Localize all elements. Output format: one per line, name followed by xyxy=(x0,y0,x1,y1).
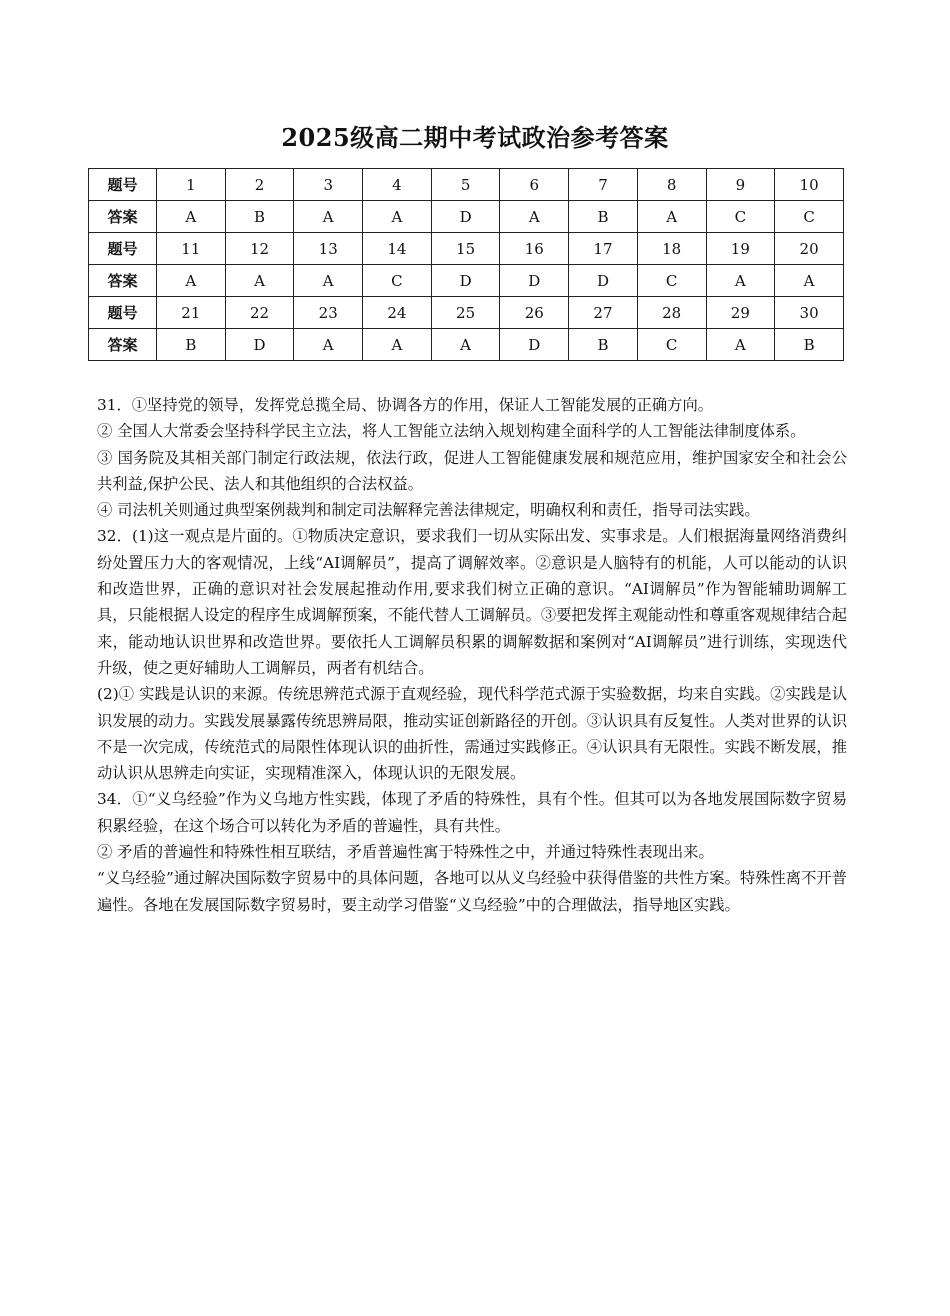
table-cell: D xyxy=(500,265,569,297)
table-cell: 29 xyxy=(706,297,775,329)
table-cell: A xyxy=(431,329,500,361)
table-row xyxy=(89,297,844,329)
table-cell: A xyxy=(294,329,363,361)
table-cell: A xyxy=(157,201,226,233)
answer-31-4: ④ 司法机关则通过典型案例裁判和制定司法解释完善法律规定，明确权利和责任，指导司法实践。 xyxy=(97,501,760,520)
table-cell: 18 xyxy=(637,233,706,265)
table-cell: B xyxy=(569,329,638,361)
table-cell: B xyxy=(775,329,844,361)
table-row xyxy=(89,233,844,265)
table-cell: B xyxy=(569,201,638,233)
table-cell: 1 xyxy=(157,169,226,201)
table-cell: C xyxy=(637,265,706,297)
table-cell: 8 xyxy=(637,169,706,201)
row-label: 答案 xyxy=(89,265,157,297)
answer-32-2: (2)① 实践是认识的来源。传统思辨范式源于直观经验，现代科学范式源于实验数据，均来自实践。②实践是认识发展的动力。实践发展暴露传统思辨局限，推动实证创新路径的开创。③认识具有反复性。人类对世界的认识不是一次完成，传统范式的局限性体现认识的曲折性，需通过实践修正。④认识具有无限性。实践不断发展，推动认识从思辨走向实证，实现精准深入，体现认识的无限发展。 xyxy=(97,685,847,783)
table-cell: D xyxy=(431,201,500,233)
table-row xyxy=(89,201,844,233)
table-row xyxy=(89,265,844,297)
table-cell: 27 xyxy=(569,297,638,329)
table-cell: D xyxy=(225,329,294,361)
row-label: 答案 xyxy=(89,201,157,233)
table-cell: D xyxy=(431,265,500,297)
table-cell: D xyxy=(569,265,638,297)
table-cell: C xyxy=(637,329,706,361)
answer-32-1: 32．(1)这一观点是片面的。①物质决定意识，要求我们一切从实际出发、实事求是。人们根据海量网络消费纠纷处置压力大的客观情况，上线“AI调解员”，提高了调解效率。②意识是人脑特有的机能，人可以能动的认识和改造世界，正确的意识对社会发展起推动作用,要求我们树立正确的意识。“AI调解员”作为智能辅助调解工具，只能根据人设定的程序生成调解预案，不能代替人工调解员。③要把发挥主观能动性和尊重客观规律结合起来，能动地认识世界和改造世界。要依托人工调解员积累的调解数据和案例对“AI调解员”进行训练，实现迭代升级，使之更好辅助人工调解员，两者有机结合。 xyxy=(97,527,847,677)
table-cell: D xyxy=(500,329,569,361)
table-cell: C xyxy=(775,201,844,233)
row-label: 题号 xyxy=(89,233,157,265)
table-cell: A xyxy=(500,201,569,233)
answer-31-3: ③ 国务院及其相关部门制定行政法规，依法行政，促进人工智能健康发展和规范应用，维护国家安全和社会公共利益,保护公民、法人和其他组织的合法权益。 xyxy=(97,448,847,493)
table-cell: 14 xyxy=(363,233,432,265)
table-cell: 20 xyxy=(775,233,844,265)
answer-table xyxy=(88,168,844,361)
table-cell: 16 xyxy=(500,233,569,265)
table-cell: 30 xyxy=(775,297,844,329)
answer-34-1: 34．①“义乌经验”作为义乌地方性实践，体现了矛盾的特殊性，具有个性。但其可以为各地发展国际数字贸易积累经验，在这个场合可以转化为矛盾的普遍性，具有共性。 xyxy=(97,790,847,835)
table-cell: 6 xyxy=(500,169,569,201)
table-row xyxy=(89,329,844,361)
table-cell: 5 xyxy=(431,169,500,201)
table-cell: 7 xyxy=(569,169,638,201)
table-cell: C xyxy=(363,265,432,297)
table-cell: 19 xyxy=(706,233,775,265)
table-cell: 25 xyxy=(431,297,500,329)
table-cell: A xyxy=(637,201,706,233)
answer-body xyxy=(97,392,847,918)
table-cell: A xyxy=(157,265,226,297)
table-cell: 21 xyxy=(157,297,226,329)
table-cell: B xyxy=(225,201,294,233)
answer-34-2: ② 矛盾的普遍性和特殊性相互联结，矛盾普遍性寓于特殊性之中，并通过特殊性表现出来。 xyxy=(97,843,714,862)
row-label: 题号 xyxy=(89,169,157,201)
table-cell: A xyxy=(363,201,432,233)
table-cell: 13 xyxy=(294,233,363,265)
table-cell: 22 xyxy=(225,297,294,329)
table-row xyxy=(89,169,844,201)
table-cell: A xyxy=(225,265,294,297)
table-cell: A xyxy=(706,265,775,297)
table-cell: 3 xyxy=(294,169,363,201)
table-cell: 15 xyxy=(431,233,500,265)
table-cell: 2 xyxy=(225,169,294,201)
table-cell: 4 xyxy=(363,169,432,201)
table-cell: 11 xyxy=(157,233,226,265)
table-cell: 28 xyxy=(637,297,706,329)
table-cell: A xyxy=(706,329,775,361)
table-cell: C xyxy=(706,201,775,233)
table-cell: A xyxy=(294,265,363,297)
row-label: 答案 xyxy=(89,329,157,361)
page-title: 2025级高二期中考试政治参考答案 xyxy=(281,123,669,152)
answer-31-1: 31．①坚持党的领导，发挥党总揽全局、协调各方的作用，保证人工智能发展的正确方向。 xyxy=(97,396,714,414)
answer-34-3: “义乌经验”通过解决国际数字贸易中的具体问题，各地可以从义乌经验中获得借鉴的共性方案。特殊性离不开普遍性。各地在发展国际数字贸易时，要主动学习借鉴“义乌经验”中的合理做法，指导地区实践。 xyxy=(97,869,847,914)
table-cell: A xyxy=(363,329,432,361)
table-cell: A xyxy=(294,201,363,233)
table-cell: A xyxy=(775,265,844,297)
table-cell: 23 xyxy=(294,297,363,329)
answer-31-2: ② 全国人大常委会坚持科学民主立法，将人工智能立法纳入规划构建全面科学的人工智能法律制度体系。 xyxy=(97,422,806,441)
table-cell: B xyxy=(157,329,226,361)
table-cell: 24 xyxy=(363,297,432,329)
table-cell: 12 xyxy=(225,233,294,265)
table-cell: 10 xyxy=(775,169,844,201)
table-cell: 26 xyxy=(500,297,569,329)
table-cell: 9 xyxy=(706,169,775,201)
row-label: 题号 xyxy=(89,297,157,329)
table-cell: 17 xyxy=(569,233,638,265)
